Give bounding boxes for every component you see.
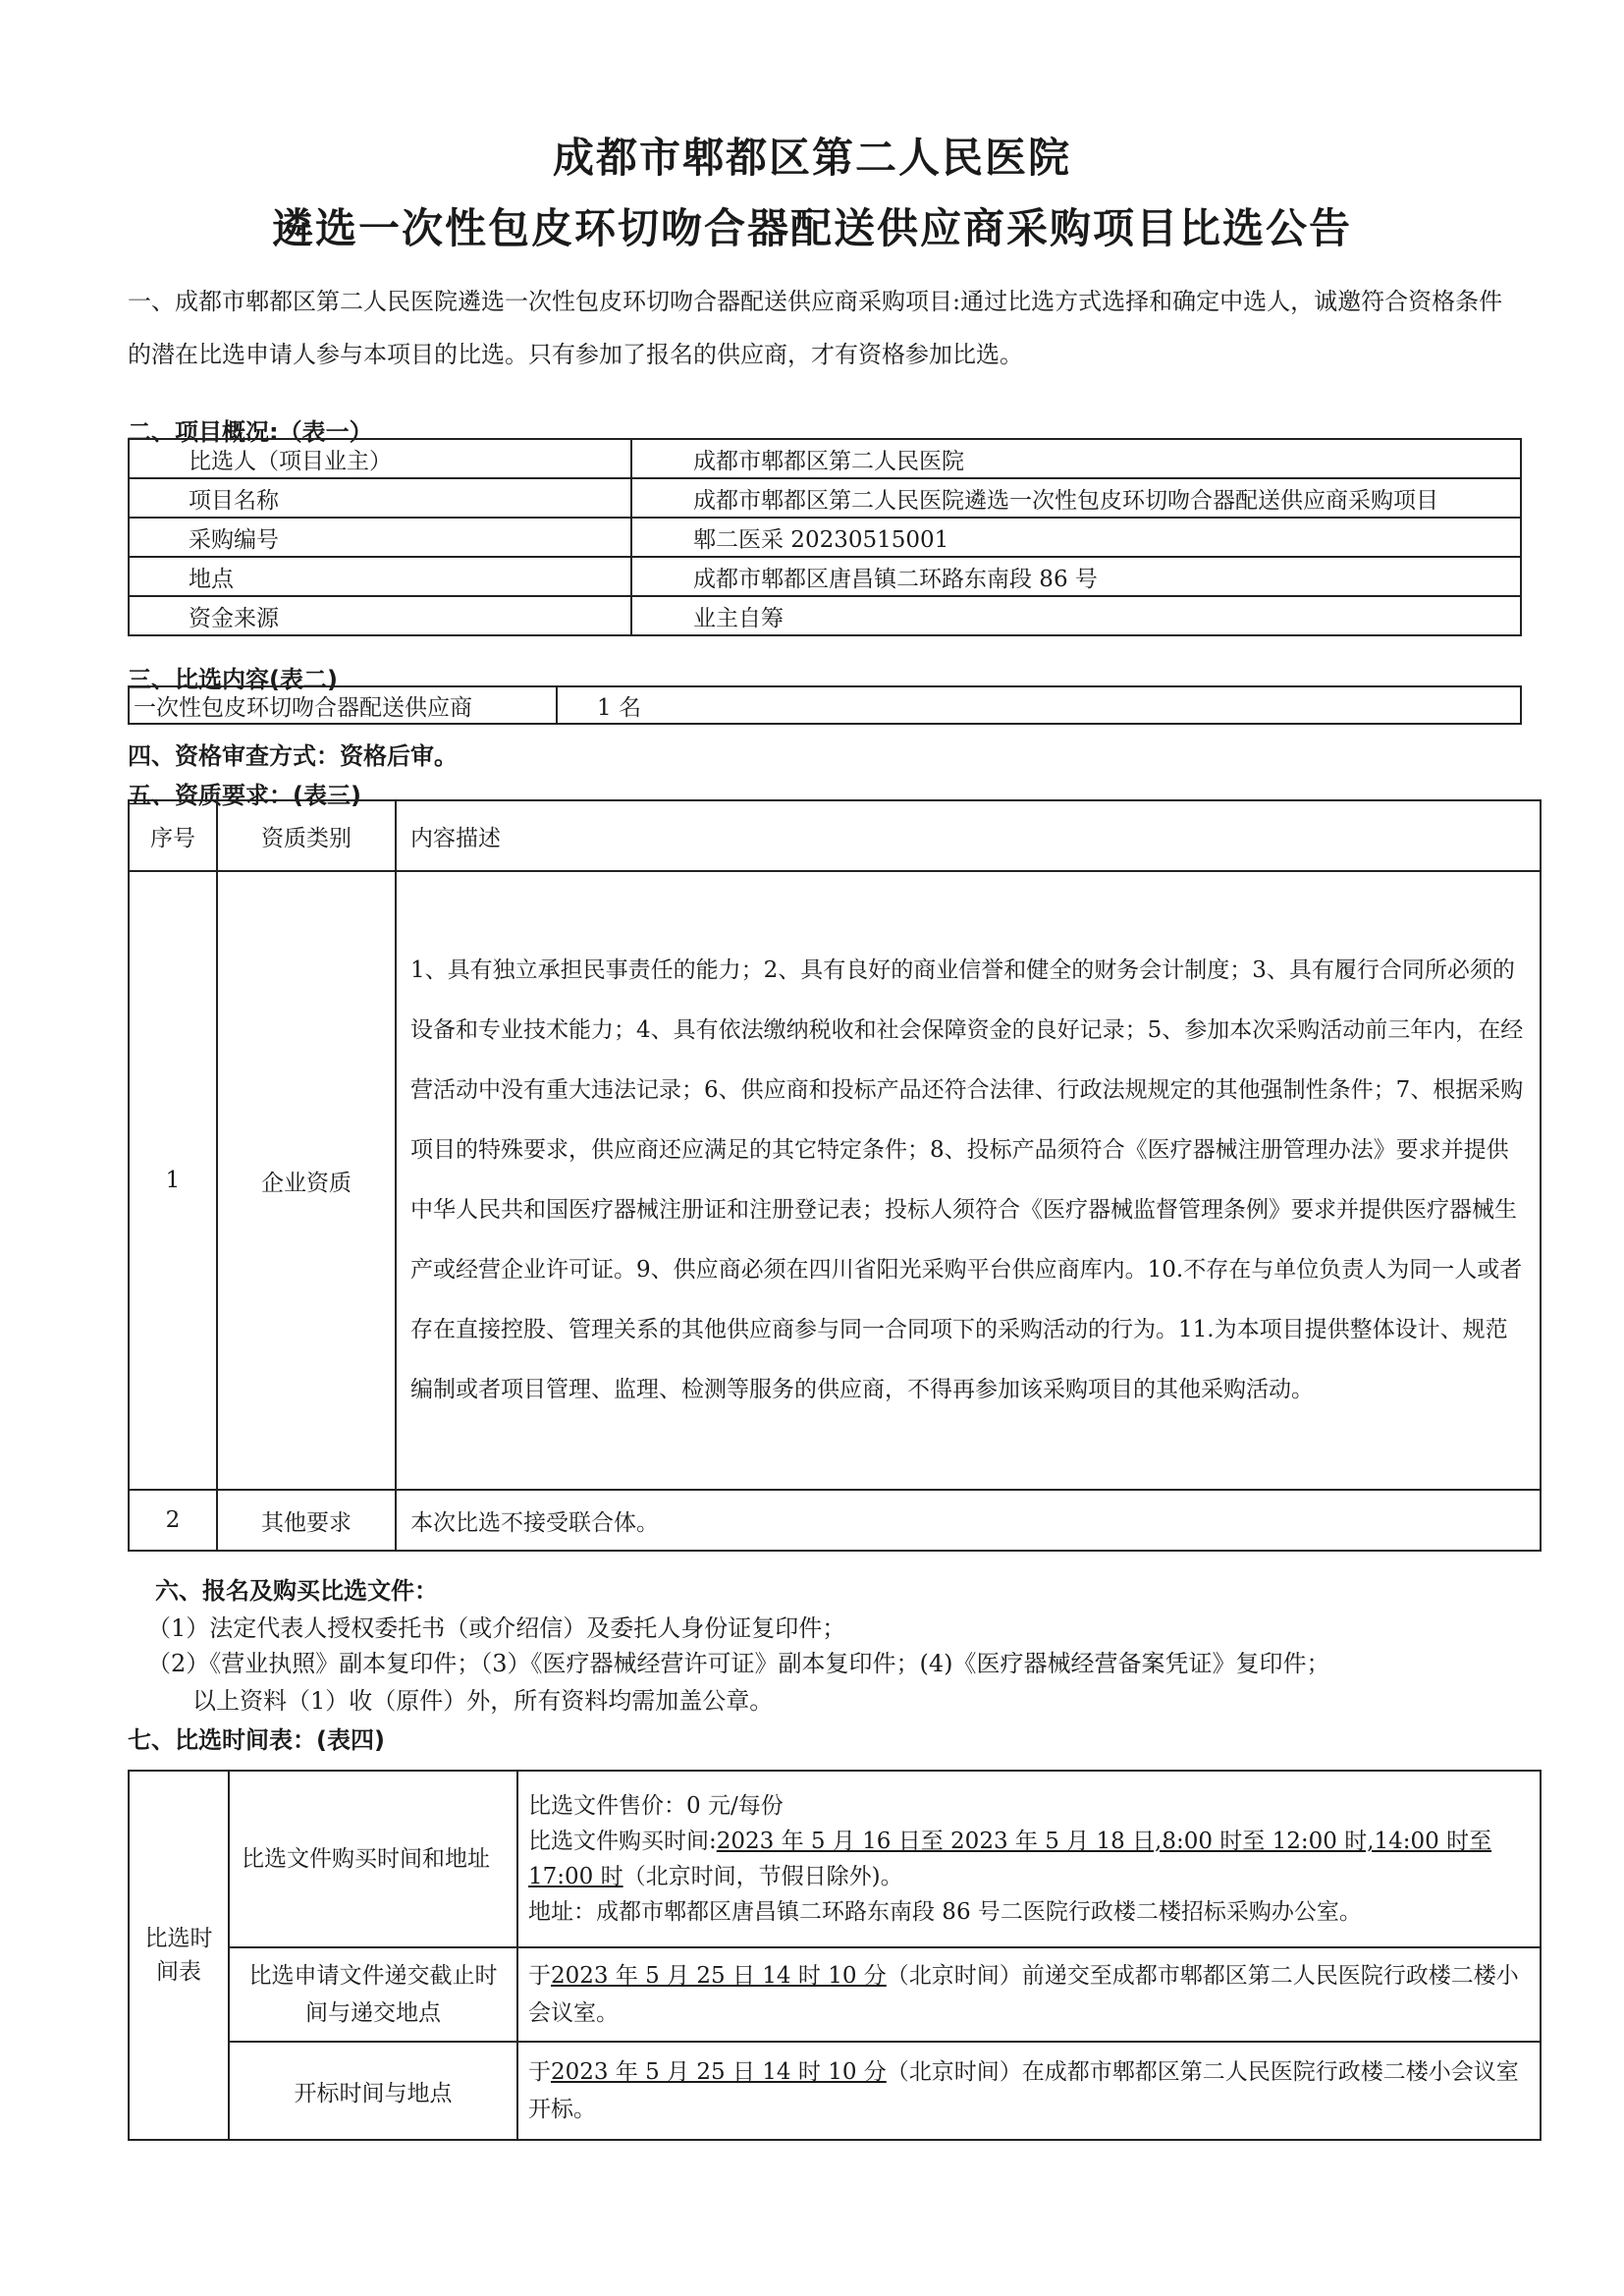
detail-suffix: （北京时间）前递交至成都市郫都区第二人民医院行政楼二楼小会议室。 — [528, 1963, 1519, 2026]
section7-heading: 七、比选时间表：(表四) — [128, 1726, 385, 1754]
section6-heading: 六、报名及购买比选文件： — [155, 1577, 438, 1605]
schedule-table — [128, 1770, 1542, 2141]
buy-prefix: 比选文件购买时间: — [528, 1829, 717, 1854]
overview-value: 业主自筹 — [631, 596, 1521, 635]
overview-label: 采购编号 — [129, 518, 631, 557]
schedule-detail — [517, 1947, 1541, 2042]
content-item: 一次性包皮环切吻合器配送供应商 — [129, 686, 557, 724]
schedule-detail — [517, 2042, 1541, 2140]
table-row — [129, 439, 1521, 478]
schedule-label: 比选申请文件递交截止时间与递交地点 — [229, 1947, 517, 2042]
overview-label: 地点 — [129, 557, 631, 596]
table-row — [129, 1947, 1541, 2042]
overview-label: 比选人（项目业主） — [129, 439, 631, 478]
schedule-label: 开标时间与地点 — [229, 2042, 517, 2140]
section6-line: 以上资料（1）收（原件）外，所有资料均需加盖公章。 — [192, 1687, 774, 1715]
procurement-content-table — [128, 685, 1522, 725]
section6-line: （1）法定代表人授权委托书（或介绍信）及委托人身份证复印件； — [147, 1614, 846, 1642]
qualification-table — [128, 799, 1542, 1552]
document-title: 成都市郫都区第二人民医院 — [552, 134, 1071, 182]
price-line: 比选文件售价：0 元/每份 — [528, 1793, 784, 1819]
section4-heading: 四、资格审查方式：资格后审。 — [128, 742, 458, 770]
overview-value: 郫二医采 20230515001 — [631, 518, 1521, 557]
table-row — [129, 686, 1521, 724]
section2-heading: 二、项目概况:（表一） — [128, 418, 373, 446]
overview-label: 资金来源 — [129, 596, 631, 635]
table-row — [129, 557, 1521, 596]
deadline-time: 2023 年 5 月 25 日 14 时 10 分 — [551, 1963, 887, 1989]
row-desc: 本次比选不接受联合体。 — [396, 1490, 1541, 1551]
overview-value: 成都市郫都区第二人民医院遴选一次性包皮环切吻合器配送供应商采购项目 — [631, 478, 1521, 518]
section6-line: （2）《营业执照》副本复印件；（3）《医疗器械经营许可证》副本复印件；(4)《医疗器械经营备案凭证》复印件； — [147, 1650, 1330, 1677]
opening-time: 2023 年 5 月 25 日 14 时 10 分 — [551, 2059, 887, 2085]
overview-value: 成都市郫都区第二人民医院 — [631, 439, 1521, 478]
schedule-detail — [517, 1771, 1541, 1947]
table-row — [129, 800, 1541, 871]
table-row — [129, 2042, 1541, 2140]
table-row — [129, 1771, 1541, 1947]
buy-time-line — [528, 1824, 1530, 1894]
project-overview-table — [128, 438, 1522, 636]
section5-heading: 五、资质要求：(表三) — [128, 782, 361, 809]
section1-intro: 一、成都市郫都区第二人民医院遴选一次性包皮环切吻合器配送供应商采购项目:通过比选方式选择和确定中选人，诚邀符合资格条件的潜在比选申请人参与本项目的比选。只有参加了报名的供应商，才有资格参加比选。 — [128, 288, 1503, 368]
schedule-group-label: 比选时间表 — [129, 1771, 229, 2140]
schedule-label: 比选文件购买时间和地址 — [229, 1771, 517, 1947]
row-type: 企业资质 — [217, 871, 396, 1490]
document-subtitle: 遴选一次性包皮环切吻合器配送供应商采购项目比选公告 — [271, 204, 1352, 252]
table-row — [129, 596, 1521, 635]
buy-suffix: （北京时间，节假日除外)。 — [623, 1864, 903, 1889]
detail-prefix: 于 — [528, 1963, 551, 1989]
table-row — [129, 1490, 1541, 1551]
address-line: 地址：成都市郫都区唐昌镇二环路东南段 86 号二医院行政楼二楼招标采购办公室。 — [528, 1899, 1362, 1925]
row-no: 2 — [129, 1490, 217, 1551]
table-row — [129, 478, 1521, 518]
detail-prefix: 于 — [528, 2059, 551, 2085]
table-row — [129, 518, 1521, 557]
row-desc: 1、具有独立承担民事责任的能力；2、具有良好的商业信誉和健全的财务会计制度；3、具有履行合同所必须的设备和专业技术能力；4、具有依法缴纳税收和社会保障资金的良好记录；5、参加本次采购活动前三年内，在经营活动中没有重大违法记录；6、供应商和投标产品还符合法律、行政法规规定的其他强制性条件；7、根据采购项目的特殊要求，供应商还应满足的其它特定条件；8、投标产品须符合《医疗器械注册管理办法》要求并提供中华人民共和国医疗器械注册证和注册登记表；投标人须符合《医疗器械监督管理条例》要求并提供医疗器械生产或经营企业许可证。9、供应商必须在四川省阳光采购平台供应商库内。10.不存在与单位负责人为同一人或者存在直接控股、管理关系的其他供应商参与同一合同项下的采购活动的行为。11.为本项目提供整体设计、规范编制或者项目管理、监理、检测等服务的供应商，不得再参加该采购项目的其他采购活动。 — [396, 871, 1541, 1490]
buy-time: 2023 年 5 月 16 日至 2023 年 5 月 18 日,8:00 时至 12:00 时,14:00 时至 17:00 时 — [528, 1829, 1492, 1889]
header-desc: 内容描述 — [396, 800, 1541, 871]
row-type: 其他要求 — [217, 1490, 396, 1551]
table-row — [129, 871, 1541, 1490]
section3-heading: 三、比选内容(表二) — [128, 666, 338, 693]
content-count: 1 名 — [557, 686, 1521, 724]
overview-label: 项目名称 — [129, 478, 631, 518]
header-type: 资质类别 — [217, 800, 396, 871]
detail-suffix: （北京时间）在成都市郫都区第二人民医院行政楼二楼小会议室开标。 — [528, 2059, 1519, 2122]
header-no: 序号 — [129, 800, 217, 871]
row-no: 1 — [129, 871, 217, 1490]
overview-value: 成都市郫都区唐昌镇二环路东南段 86 号 — [631, 557, 1521, 596]
